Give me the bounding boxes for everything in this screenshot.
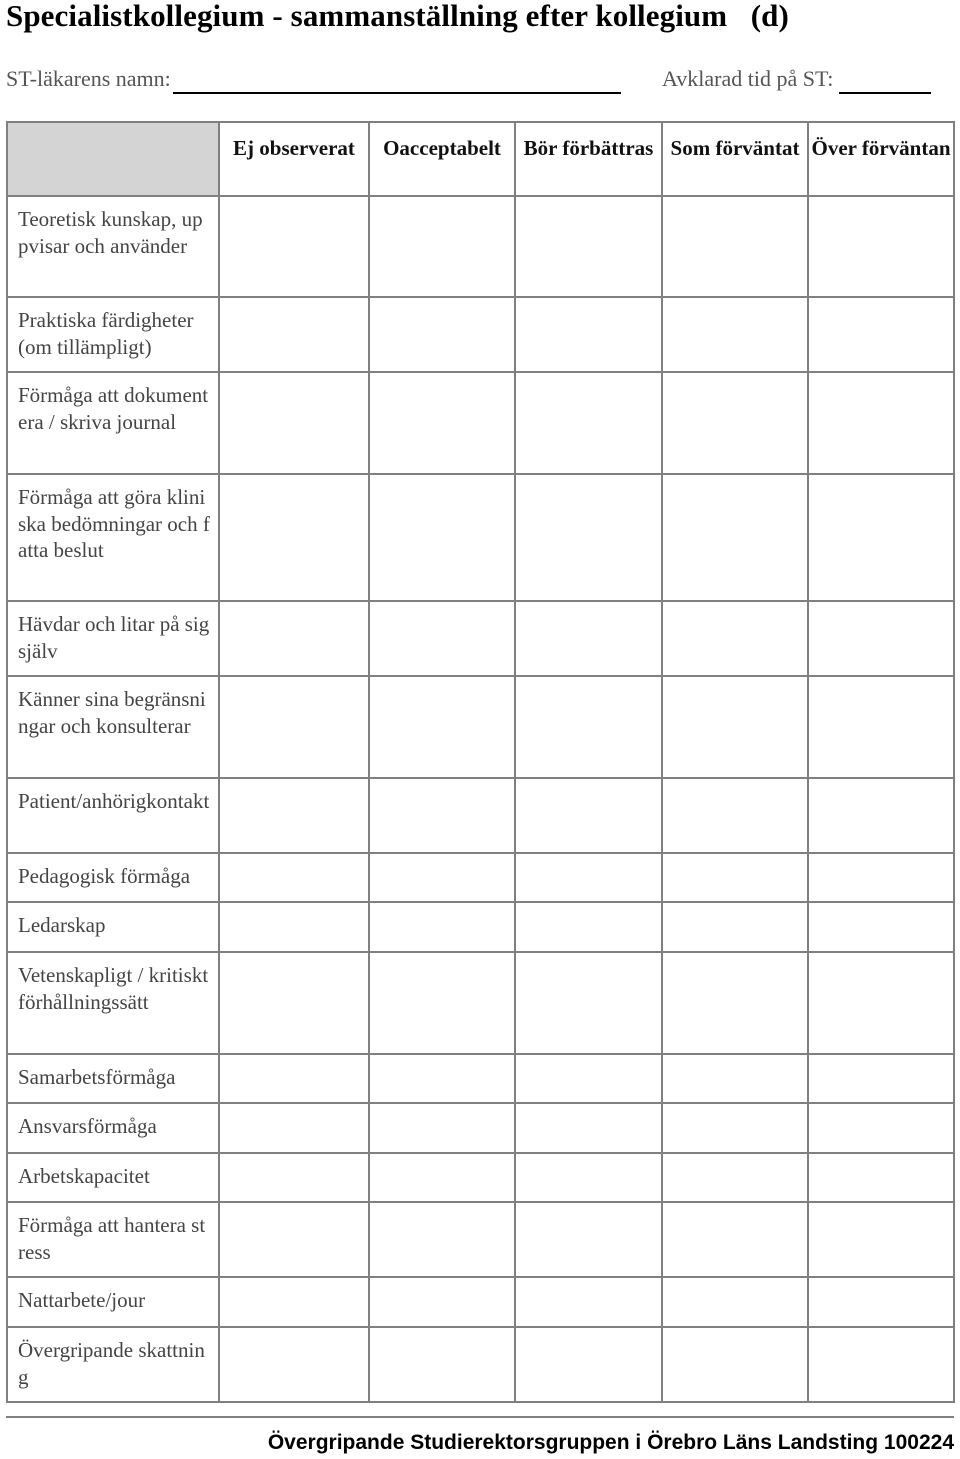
column-header: Ej observerat: [219, 122, 369, 196]
rating-cell[interactable]: [219, 902, 369, 952]
rating-cell[interactable]: [515, 778, 662, 853]
row-label: Arbetskapacitet: [7, 1153, 219, 1202]
rating-cell[interactable]: [219, 676, 369, 778]
rating-cell[interactable]: [369, 778, 515, 853]
rating-cell[interactable]: [662, 1327, 808, 1402]
completed-time-blank[interactable]: [839, 68, 931, 94]
column-header: Som förväntat: [662, 122, 808, 196]
rating-cell[interactable]: [369, 474, 515, 601]
rating-cell[interactable]: [662, 853, 808, 902]
rating-cell[interactable]: [369, 1202, 515, 1277]
rating-cell[interactable]: [808, 601, 954, 676]
row-label: Patient/anhörigkontakt: [7, 778, 219, 853]
column-header: Bör förbättras: [515, 122, 662, 196]
rating-cell[interactable]: [662, 1103, 808, 1153]
assessment-table: [6, 121, 955, 1403]
rating-cell[interactable]: [808, 853, 954, 902]
rating-cell[interactable]: [219, 297, 369, 372]
row-label: Övergripande skattning: [7, 1327, 219, 1402]
rating-cell[interactable]: [662, 952, 808, 1054]
rating-cell[interactable]: [515, 902, 662, 952]
table-row: [7, 1103, 954, 1153]
rating-cell[interactable]: [369, 1103, 515, 1153]
rating-cell[interactable]: [219, 952, 369, 1054]
row-label: Känner sina begränsningar och konsulterar: [7, 676, 219, 778]
footer-text: Övergripande Studierektorsgruppen i Örebro Läns Landsting 100224: [267, 1431, 954, 1454]
rating-cell[interactable]: [369, 601, 515, 676]
rating-cell[interactable]: [808, 1202, 954, 1277]
rating-cell[interactable]: [662, 902, 808, 952]
rating-cell[interactable]: [369, 952, 515, 1054]
rating-cell[interactable]: [662, 778, 808, 853]
rating-cell[interactable]: [515, 474, 662, 601]
rating-cell[interactable]: [515, 297, 662, 372]
st-doctor-name-label: ST-läkarens namn:: [6, 66, 171, 91]
rating-cell[interactable]: [662, 1277, 808, 1327]
rating-cell[interactable]: [808, 474, 954, 601]
rating-cell[interactable]: [515, 1327, 662, 1402]
rating-cell[interactable]: [662, 1054, 808, 1103]
table-row: [7, 1054, 954, 1103]
rating-cell[interactable]: [662, 1153, 808, 1202]
rating-cell[interactable]: [219, 1103, 369, 1153]
rating-cell[interactable]: [219, 1327, 369, 1402]
completed-time-field[interactable]: [662, 64, 931, 94]
rating-cell[interactable]: [369, 1153, 515, 1202]
table-row: [7, 297, 954, 372]
rating-cell[interactable]: [515, 1054, 662, 1103]
rating-cell[interactable]: [515, 1277, 662, 1327]
rating-cell[interactable]: [662, 676, 808, 778]
table-row: [7, 952, 954, 1054]
header-corner: [7, 122, 219, 196]
rating-cell[interactable]: [369, 902, 515, 952]
rating-cell[interactable]: [808, 372, 954, 474]
page-title: Specialistkollegium - sammanställning efter kollegium (d): [6, 0, 789, 33]
rating-cell[interactable]: [515, 853, 662, 902]
rating-cell[interactable]: [808, 1103, 954, 1153]
rating-cell[interactable]: [515, 1202, 662, 1277]
completed-time-label: Avklarad tid på ST:: [662, 66, 834, 91]
rating-cell[interactable]: [369, 1327, 515, 1402]
rating-cell[interactable]: [369, 1277, 515, 1327]
rating-cell[interactable]: [662, 297, 808, 372]
table-row: [7, 474, 954, 601]
row-label: Pedagogisk förmåga: [7, 853, 219, 902]
rating-cell[interactable]: [662, 372, 808, 474]
rating-cell[interactable]: [808, 297, 954, 372]
rating-cell[interactable]: [808, 1153, 954, 1202]
rating-cell[interactable]: [808, 902, 954, 952]
table-row: [7, 196, 954, 297]
rating-cell[interactable]: [219, 853, 369, 902]
rating-cell[interactable]: [219, 474, 369, 601]
rating-cell[interactable]: [219, 1277, 369, 1327]
rating-cell[interactable]: [219, 196, 369, 297]
table-row: [7, 1277, 954, 1327]
rating-cell[interactable]: [662, 1202, 808, 1277]
table-row: [7, 853, 954, 902]
row-label: Ledarskap: [7, 902, 219, 952]
rating-cell[interactable]: [808, 1277, 954, 1327]
column-header: Över förväntan: [808, 122, 954, 196]
rating-cell[interactable]: [808, 1327, 954, 1402]
rating-cell[interactable]: [808, 1054, 954, 1103]
row-label: Förmåga att dokumentera / skriva journal: [7, 372, 219, 474]
table-row: [7, 902, 954, 952]
rating-cell[interactable]: [515, 372, 662, 474]
rating-cell[interactable]: [369, 1054, 515, 1103]
rating-cell[interactable]: [219, 1153, 369, 1202]
table-row: [7, 1153, 954, 1202]
row-label: Teoretisk kunskap, uppvisar och använder: [7, 196, 219, 297]
row-label: Vetenskapligt / kritiskt förhållningssätt: [7, 952, 219, 1054]
row-label: Ansvarsförmåga: [7, 1103, 219, 1153]
rating-cell[interactable]: [662, 474, 808, 601]
table-row: [7, 601, 954, 676]
rating-cell[interactable]: [515, 676, 662, 778]
rating-cell[interactable]: [219, 372, 369, 474]
rating-cell[interactable]: [369, 297, 515, 372]
rating-cell[interactable]: [219, 1054, 369, 1103]
row-label: Hävdar och litar på sig själv: [7, 601, 219, 676]
table-row: [7, 1327, 954, 1402]
table-row: [7, 778, 954, 853]
row-label: Nattarbete/jour: [7, 1277, 219, 1327]
table-row: [7, 676, 954, 778]
st-doctor-name-blank[interactable]: [173, 68, 621, 94]
rating-cell[interactable]: [219, 1202, 369, 1277]
rating-cell[interactable]: [369, 853, 515, 902]
table-row: [7, 1202, 954, 1277]
rating-cell[interactable]: [808, 778, 954, 853]
rating-cell[interactable]: [662, 196, 808, 297]
rating-cell[interactable]: [808, 676, 954, 778]
rating-cell[interactable]: [515, 601, 662, 676]
column-header: Oacceptabelt: [369, 122, 515, 196]
rating-cell[interactable]: [369, 196, 515, 297]
rating-cell[interactable]: [369, 676, 515, 778]
header-row: [7, 122, 954, 196]
row-label: Praktiska färdigheter (om tillämpligt): [7, 297, 219, 372]
rating-cell[interactable]: [662, 601, 808, 676]
row-label: Förmåga att hantera stress: [7, 1202, 219, 1277]
rating-cell[interactable]: [808, 952, 954, 1054]
rating-cell[interactable]: [515, 952, 662, 1054]
st-doctor-name-field[interactable]: [6, 64, 621, 94]
rating-cell[interactable]: [515, 1153, 662, 1202]
rating-cell[interactable]: [515, 196, 662, 297]
table-row: [7, 372, 954, 474]
rating-cell[interactable]: [808, 196, 954, 297]
row-label: Förmåga att göra kliniska bedömningar och fatta beslut: [7, 474, 219, 601]
rating-cell[interactable]: [515, 1103, 662, 1153]
rating-cell[interactable]: [219, 778, 369, 853]
footer-divider: [6, 1416, 954, 1418]
rating-cell[interactable]: [219, 601, 369, 676]
row-label: Samarbetsförmåga: [7, 1054, 219, 1103]
rating-cell[interactable]: [369, 372, 515, 474]
